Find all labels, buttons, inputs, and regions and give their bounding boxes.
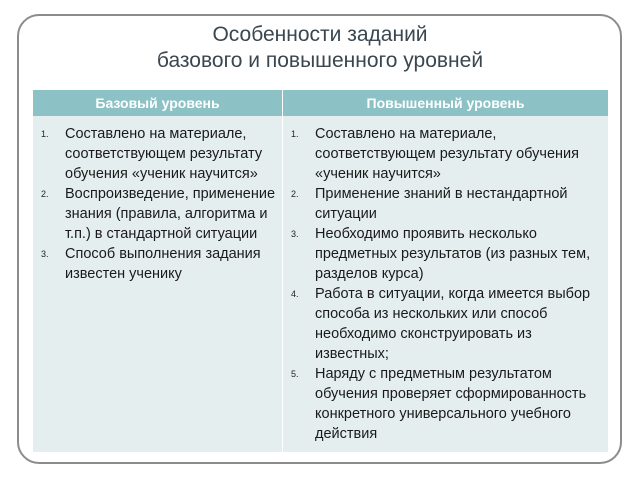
list-item: 1. Составлено на материале, соответствующем результату обучения «ученик научится» [41,126,263,182]
list-item: 3. Способ выполнения задания известен ученику [41,246,261,282]
title-line-2: базового и повышенного уровней [156,49,484,72]
comparison-table [33,90,608,452]
list-item: 1. Составлено на материале, соответствующем результату обучения «ученик научится» [291,126,579,182]
basic-level-cell [33,116,283,452]
list-item: 5. Наряду с предметным результатом обучения проверяет сформированность конкретного универсального учебного действия [291,366,587,442]
advanced-level-cell [283,116,609,452]
advanced-level-list [287,124,604,444]
header-row [33,90,608,116]
slide-title [0,22,640,74]
content-row [33,116,608,452]
title-line-1: Особенности заданий [212,23,428,46]
list-item: 2. Воспроизведение, применение знания (правила, алгоритма и т.п.) в стандартной ситуации [41,186,276,242]
list-item: 2. Применение знаний в нестандартной ситуации [291,186,568,222]
list-item: 3. Необходимо проявить несколько предметных результатов (из разных тем, разделов курса) [291,226,591,282]
basic-level-list [37,124,278,284]
list-item: 4. Работа в ситуации, когда имеется выбор способа из нескольких или способ необходимо сконструировать из известных; [291,286,591,362]
header-basic-level: Базовый уровень [33,90,283,116]
header-advanced-level: Повышенный уровень [283,90,609,116]
